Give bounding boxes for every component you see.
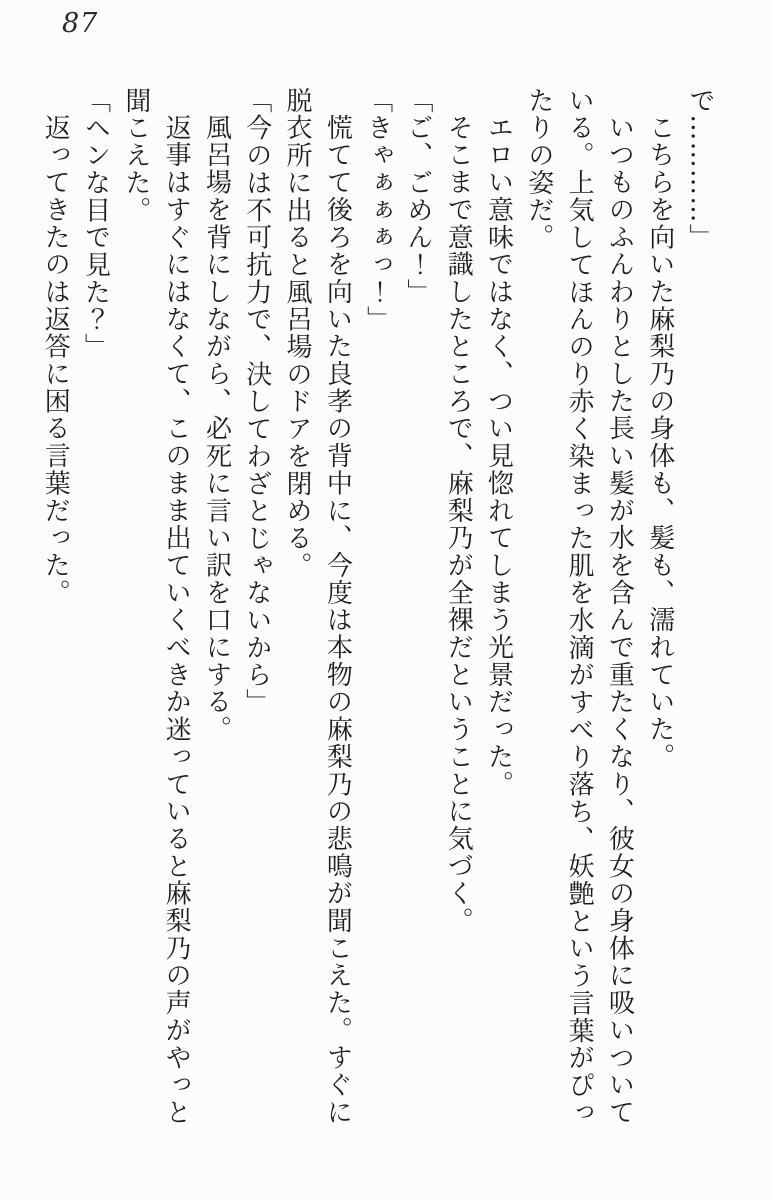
text-column: 返事はすぐにはなくて、このまま出ていくべきか迷っていると麻梨乃の声がやっと	[161, 114, 192, 1126]
page-number: 87	[62, 8, 99, 39]
text-column: 聞こえた。	[120, 87, 151, 224]
text-column-dialogue: 「ヘンな目で見た？」	[80, 87, 111, 361]
text-column: たりの姿だ。	[523, 87, 554, 252]
text-column: こちらを向いた麻梨乃の身体も、髪も、濡れていた。	[644, 114, 675, 771]
text-column: 返ってきたのは返答に困る言葉だった。	[40, 114, 71, 607]
text-column-dialogue: 「今のは不可抗力で、決してわざとじゃないから」	[241, 87, 272, 717]
text-column: いつものふんわりとした長い髪が水を含んで重たくなり、彼女の身体に吸いついて	[604, 114, 635, 1126]
text-column-dialogue: 「きゃぁぁぁっ！」	[362, 87, 393, 334]
text-column: 慌てて後ろを向いた良孝の背中に、今度は本物の麻梨乃の悲鳴が聞こえた。すぐに	[322, 114, 353, 1126]
text-column: で…………」	[685, 87, 715, 252]
text-block	[34, 87, 720, 1132]
text-column-dialogue: 「ご、ごめん！」	[402, 87, 433, 306]
text-column: 風呂場を背にしながら、必死に言い訳を口にする。	[201, 114, 232, 744]
text-column: そこまで意識したところで、麻梨乃が全裸だということに気づく。	[443, 114, 474, 935]
text-column: いる。上気してほんのり赤く染まった肌を水滴がすべり落ち、妖艶という言葉がぴっ	[564, 87, 595, 1127]
text-column: 脱衣所に出ると風呂場のドアを閉める。	[282, 87, 313, 580]
text-column: エロい意味ではなく、つい見惚れてしまう光景だった。	[483, 114, 514, 798]
